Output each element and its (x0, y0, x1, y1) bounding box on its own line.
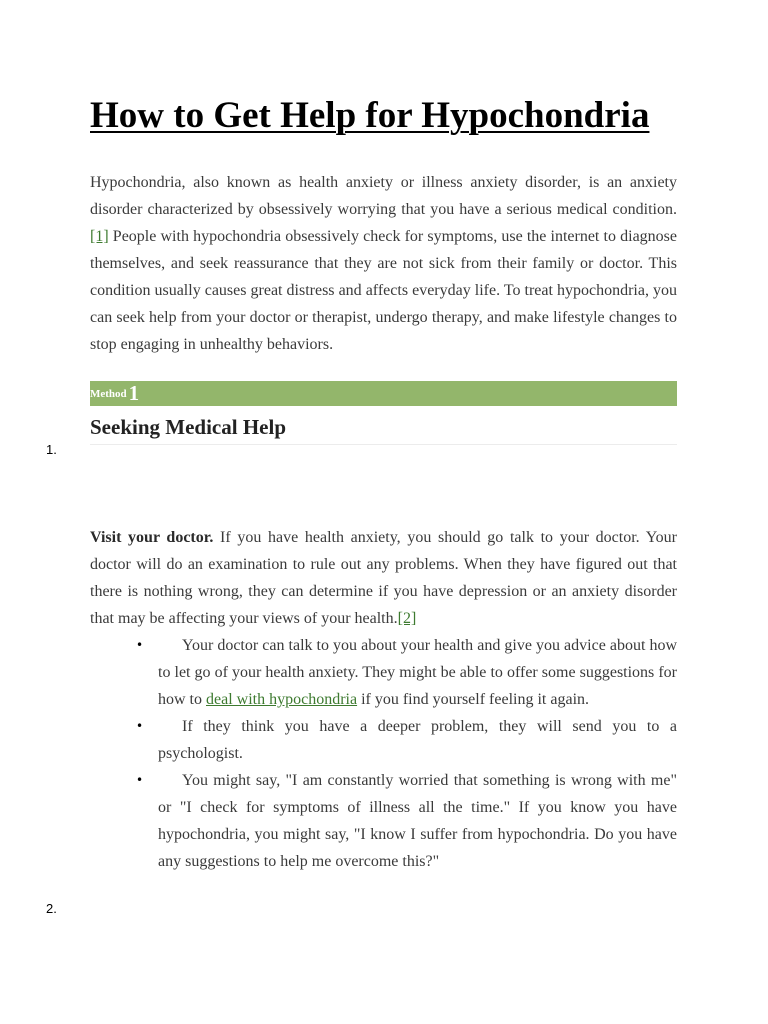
deal-with-hypochondria-link[interactable]: deal with hypochondria (206, 691, 358, 708)
tip-2-text: If they think you have a deeper problem, they will send you to a psychologist. (158, 718, 677, 762)
tip-3-text: You might say, "I am constantly worried that something is wrong with me" or "I check for symptoms of illness all the time." If you know you have hypochondria, you might say, "I know I suffer from hypochondria. Do you have any suggestions to help me overcome this?" (158, 772, 677, 870)
intro-paragraph (90, 169, 677, 358)
step-1-heading: Visit your doctor. (90, 529, 214, 546)
bullet-icon: • (136, 638, 144, 652)
bullet-icon: • (136, 773, 144, 787)
list-item (136, 632, 677, 713)
intro-text-1: Hypochondria, also known as health anxiety or illness anxiety disorder, is an anxiety disorder characterized by obsessively worrying that you have a serious medical condition. (90, 174, 677, 218)
bullet-icon: • (136, 719, 144, 733)
list-item (136, 767, 677, 875)
citation-link-1[interactable]: [1] (90, 228, 109, 245)
citation-link-2[interactable]: [2] (397, 610, 417, 627)
step-1-text (90, 524, 677, 632)
method-title: Seeking Medical Help (90, 414, 677, 445)
intro-text-2: People with hypochondria obsessively check for symptoms, use the internet to diagnose themselves, and seek reassurance that they are not sick from their family or doctor. This condition usually causes great distress and affects everyday life. To treat hypochondria, you can seek help from your doctor or therapist, undergo therapy, and make lifestyle changes to stop engaging in unhealthy behaviors. (90, 228, 677, 353)
step-number-2: 2. (46, 901, 57, 916)
step-number-1: 1. (46, 442, 57, 457)
method-label: Method (90, 387, 127, 400)
page-title: How to Get Help for Hypochondria (90, 95, 650, 136)
step-1-description: If you have health anxiety, you should go talk to your doctor. Your doctor will do an examination to rule out any problems. When they have figured out that there is nothing wrong, they can determine if you have depression or an anxiety disorder that may be affecting your views of your health. (90, 529, 678, 627)
tip-1-text-after: if you find yourself feeling it again. (357, 691, 590, 708)
step-1-tips-list (136, 632, 677, 875)
method-header-bar (90, 381, 677, 406)
method-number: 1 (128, 381, 140, 405)
tip-1-text-before: Your doctor can talk to you about your health and give you advice about how to let go of your health anxiety. They might be able to offer some suggestions for how to (158, 637, 677, 708)
list-item (136, 713, 677, 767)
